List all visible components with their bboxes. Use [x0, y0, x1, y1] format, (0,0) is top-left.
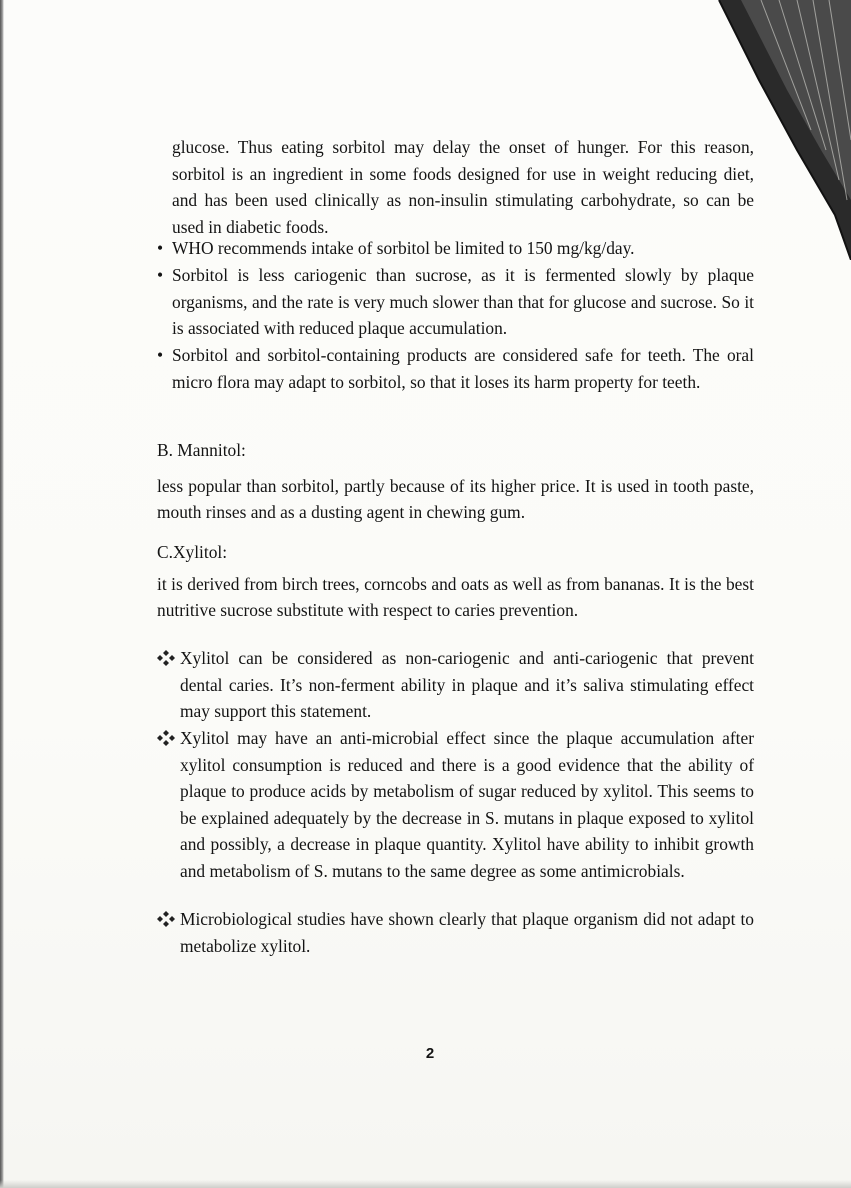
- round-bullet-icon: •: [157, 238, 164, 258]
- bullet-text: Microbiological studies have shown clearly that plaque organism did not adapt to metabolize xylitol.: [180, 909, 754, 956]
- xylitol-bullet-item: [157, 645, 754, 725]
- page-left-edge-shadow: [0, 0, 4, 1188]
- page-number: 2: [425, 1045, 435, 1062]
- page-bottom-edge-shadow: [0, 1180, 851, 1188]
- xylitol-heading: C.Xylitol:: [157, 542, 228, 562]
- mannitol-heading: B. Mannitol:: [157, 440, 246, 460]
- bullet-text: Sorbitol and sorbitol-containing products are considered safe for teeth. The oral micro flora may adapt to sorbitol, so that it loses its harm property for teeth.: [172, 345, 754, 392]
- xylitol-bullet-item: [157, 725, 754, 884]
- sorbitol-bullet-item: [157, 342, 754, 395]
- sorbitol-bullet-item: [157, 235, 754, 262]
- bullet-text: Sorbitol is less cariogenic than sucrose, as it is fermented slowly by plaque organisms, and the rate is very much slower than that for glucose and sucrose. So it is associated with reduced plaque accumulation.: [172, 265, 754, 338]
- xylitol-paragraph: it is derived from birch trees, corncobs and oats as well as from bananas. It is the best nutritive sucrose substitute with respect to caries prevention.: [157, 574, 754, 620]
- xylitol-bullet-item: [157, 906, 754, 959]
- intro-paragraph: glucose. Thus eating sorbitol may delay the onset of hunger. For this reason, sorbitol is an ingredient in some foods designed for use in weight reducing diet, and has been used clinically as non-insulin stimulating carbohydrate, so can be used in diabetic foods.: [172, 137, 754, 237]
- four-diamond-bullet-icon: [157, 911, 175, 927]
- bullet-text: WHO recommends intake of sorbitol be limited to 150 mg/kg/day.: [172, 238, 635, 258]
- round-bullet-icon: •: [157, 345, 164, 365]
- bullet-text: Xylitol may have an anti-microbial effect since the plaque accumulation after xylitol consumption is reduced and there is a good evidence that the ability of plaque to produce acids by metabolism of sugar reduced by xylitol. This seems to be explained adequately by the decrease in S. mutans in plaque exposed to xylitol and possibly, a decrease in plaque quantity. Xylitol have ability to inhibit growth and metabolism of S. mutans to the same degree as some antimicrobials.: [180, 728, 754, 881]
- mannitol-paragraph: less popular than sorbitol, partly because of its higher price. It is used in tooth paste, mouth rinses and as a dusting agent in chewing gum.: [157, 476, 754, 522]
- sorbitol-bullet-item: [157, 262, 754, 342]
- four-diamond-bullet-icon: [157, 730, 175, 746]
- round-bullet-icon: •: [157, 265, 164, 285]
- bullet-text: Xylitol can be considered as non-cariogenic and anti-cariogenic that prevent dental caries. It’s non-ferment ability in plaque and it’s saliva stimulating effect may support this statement.: [180, 648, 754, 721]
- four-diamond-bullet-icon: [157, 650, 175, 666]
